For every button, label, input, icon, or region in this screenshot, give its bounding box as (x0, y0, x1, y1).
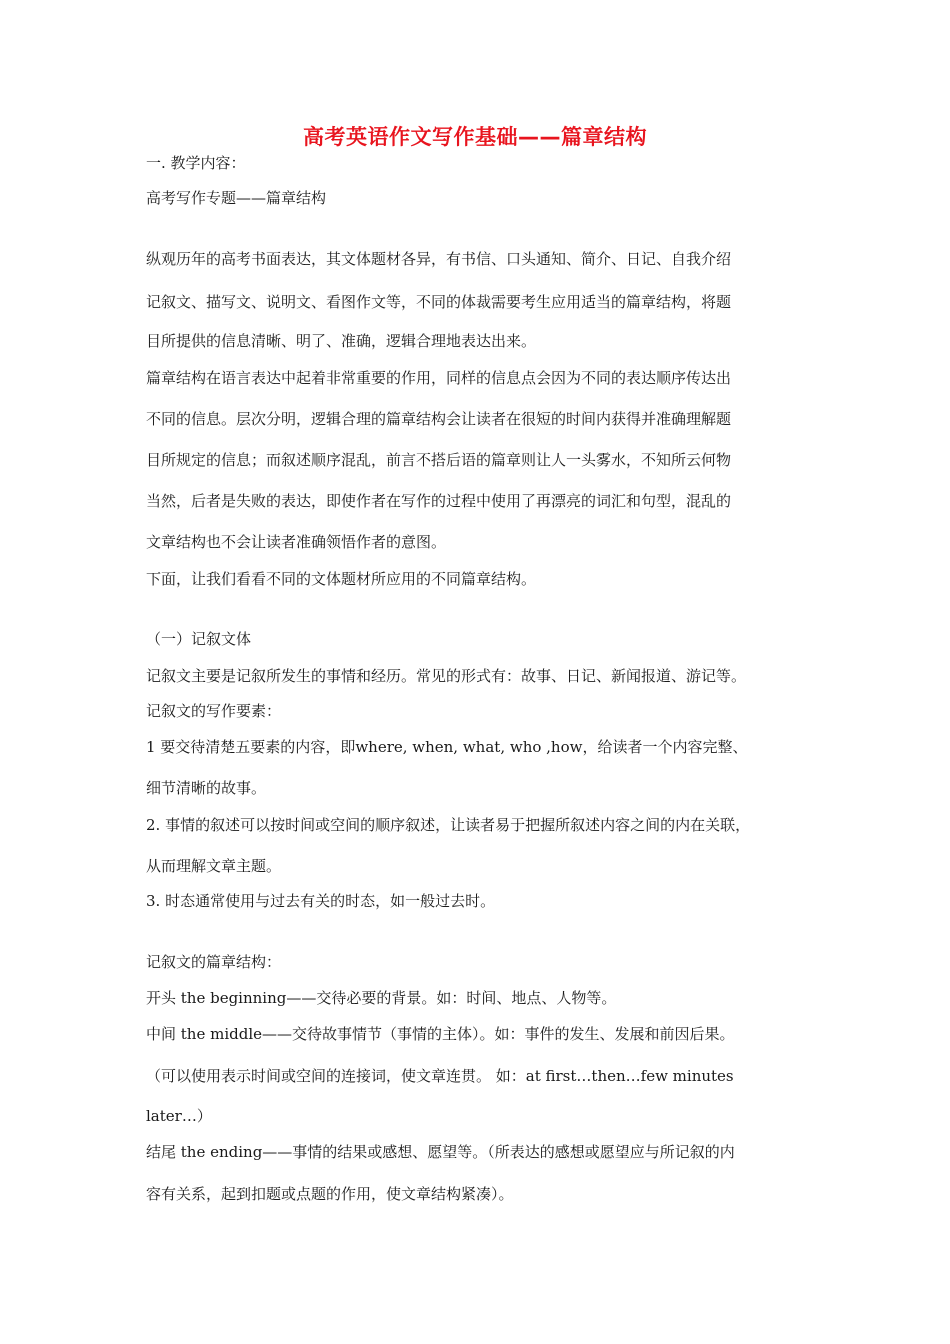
section-heading-teaching-content: 一. 教学内容： (146, 154, 246, 172)
document-title: 高考英语作文写作基础——篇章结构 (303, 125, 647, 149)
structure-item: 结尾 the ending——事情的结果或感想、愿望等。（所表达的感想或愿望应与所记叙的内 (146, 1143, 735, 1161)
paragraph-line: 目所规定的信息；而叙述顺序混乱，前言不搭后语的篇章则让人一头雾水，不知所云何物 (146, 451, 732, 469)
section-heading-narrative: （一）记叙文体 (146, 630, 252, 648)
list-item: 1 要交待清楚五要素的内容，即where, when, what, who ,how，给读者一个内容完整、 (146, 738, 748, 756)
structure-item-continuation: later…） (146, 1107, 212, 1125)
list-item-continuation: 细节清晰的故事。 (146, 779, 267, 797)
paragraph-line: 目所提供的信息清晰、明了、准确，逻辑合理地表达出来。 (146, 332, 537, 350)
paragraph-line: 记叙文、描写文、说明文、看图作文等，不同的体裁需要考生应用适当的篇章结构，将题 (146, 293, 732, 311)
structure-item: 开头 the beginning——交待必要的背景。如：时间、地点、人物等。 (146, 989, 617, 1007)
paragraph-line: 当然，后者是失败的表达，即使作者在写作的过程中使用了再漂亮的词汇和句型，混乱的 (146, 492, 732, 510)
list-item: 2. 事情的叙述可以按时间或空间的顺序叙述，让读者易于把握所叙述内容之间的内在关联， (146, 816, 751, 834)
paragraph-line: 篇章结构在语言表达中起着非常重要的作用，同样的信息点会因为不同的表达顺序传达出 (146, 369, 732, 387)
paragraph-line: 不同的信息。层次分明，逻辑合理的篇章结构会让读者在很短的时间内获得并准确理解题 (146, 410, 732, 428)
paragraph-line: 纵观历年的高考书面表达，其文体题材各异，有书信、口头通知、简介、日记、自我介绍 (146, 250, 732, 268)
list-heading: 记叙文的篇章结构： (146, 953, 282, 971)
list-heading: 记叙文的写作要素： (146, 702, 282, 720)
paragraph-line: 文章结构也不会让读者准确领悟作者的意图。 (146, 533, 447, 551)
structure-item: 中间 the middle——交待故事情节（事情的主体）。如：事件的发生、发展和前因后果。 (146, 1025, 735, 1043)
list-item-continuation: 从而理解文章主题。 (146, 857, 282, 875)
structure-item-continuation: （可以使用表示时间或空间的连接词，使文章连贯。 如：at first…then…few minutes (146, 1067, 734, 1085)
subtitle-line: 高考写作专题——篇章结构 (146, 189, 327, 207)
paragraph-line: 记叙文主要是记叙所发生的事情和经历。常见的形式有：故事、日记、新闻报道、游记等。 (146, 667, 747, 685)
paragraph-line: 下面，让我们看看不同的文体题材所应用的不同篇章结构。 (146, 570, 537, 588)
structure-item-continuation: 容有关系，起到扣题或点题的作用，使文章结构紧凑）。 (146, 1185, 514, 1203)
list-item: 3. 时态通常使用与过去有关的时态，如一般过去时。 (146, 892, 496, 910)
